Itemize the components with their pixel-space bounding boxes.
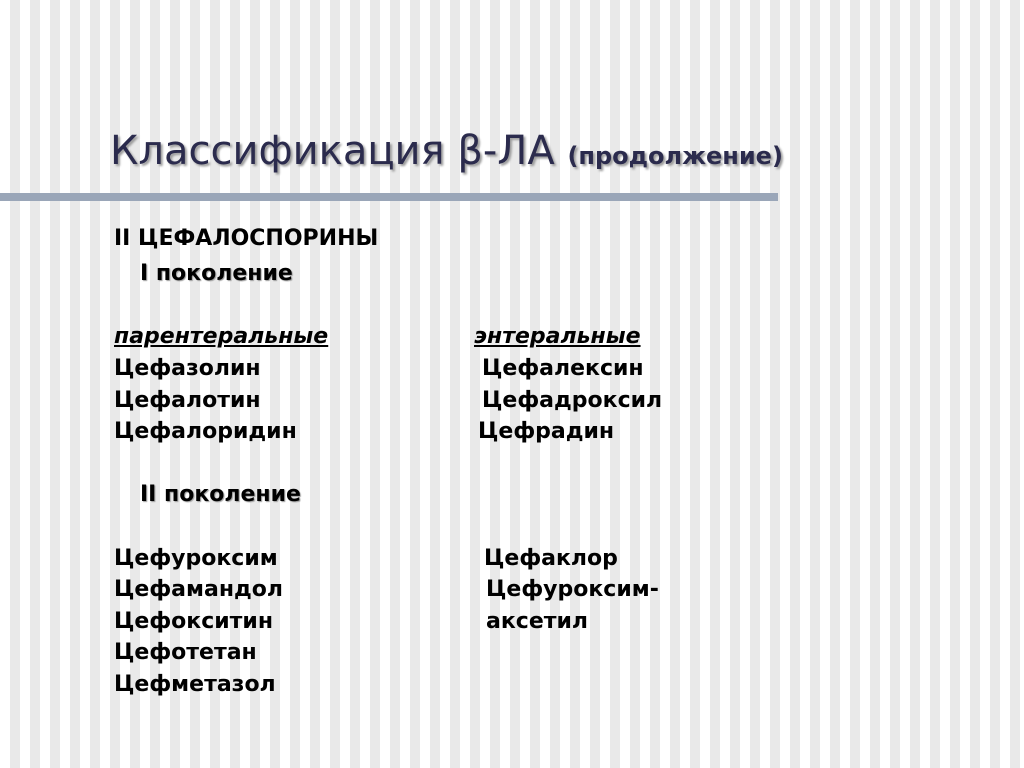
slide-title: [110, 128, 783, 174]
title-underline-bar: [0, 193, 778, 201]
gen1-parenteral-item: Цефалоридин: [114, 419, 297, 444]
gen1-enteral-item: Цефрадин: [478, 419, 615, 444]
gen2-enteral-item: Цефаклор: [484, 546, 618, 571]
section-heading: II ЦЕФАЛОСПОРИНЫ: [114, 226, 379, 251]
gen2-parenteral-item: Цефамандол: [114, 577, 284, 602]
gen1-parenteral-item: Цефалотин: [114, 388, 261, 413]
gen1-enteral-item: Цефадроксил: [482, 388, 663, 413]
gen2-heading: II поколение: [140, 482, 301, 507]
gen1-parenteral-label: парентеральные: [114, 324, 329, 349]
gen1-enteral-item: Цефалексин: [482, 356, 644, 381]
gen2-parenteral-item: Цефокситин: [114, 609, 274, 634]
gen1-enteral-label: энтеральные: [474, 324, 641, 349]
gen2-parenteral-item: Цефуроксим: [114, 546, 278, 571]
gen2-enteral-item: Цефуроксим-: [486, 577, 659, 602]
gen1-parenteral-item: Цефазолин: [114, 356, 261, 381]
title-main: Классификация β-ЛА: [110, 128, 555, 174]
gen2-parenteral-item: Цефотетан: [114, 640, 257, 665]
gen2-parenteral-item: Цефметазол: [114, 672, 276, 697]
gen1-heading: I поколение: [140, 261, 293, 286]
gen2-enteral-item: аксетил: [486, 609, 589, 634]
title-suffix: (продолжение): [567, 142, 783, 170]
